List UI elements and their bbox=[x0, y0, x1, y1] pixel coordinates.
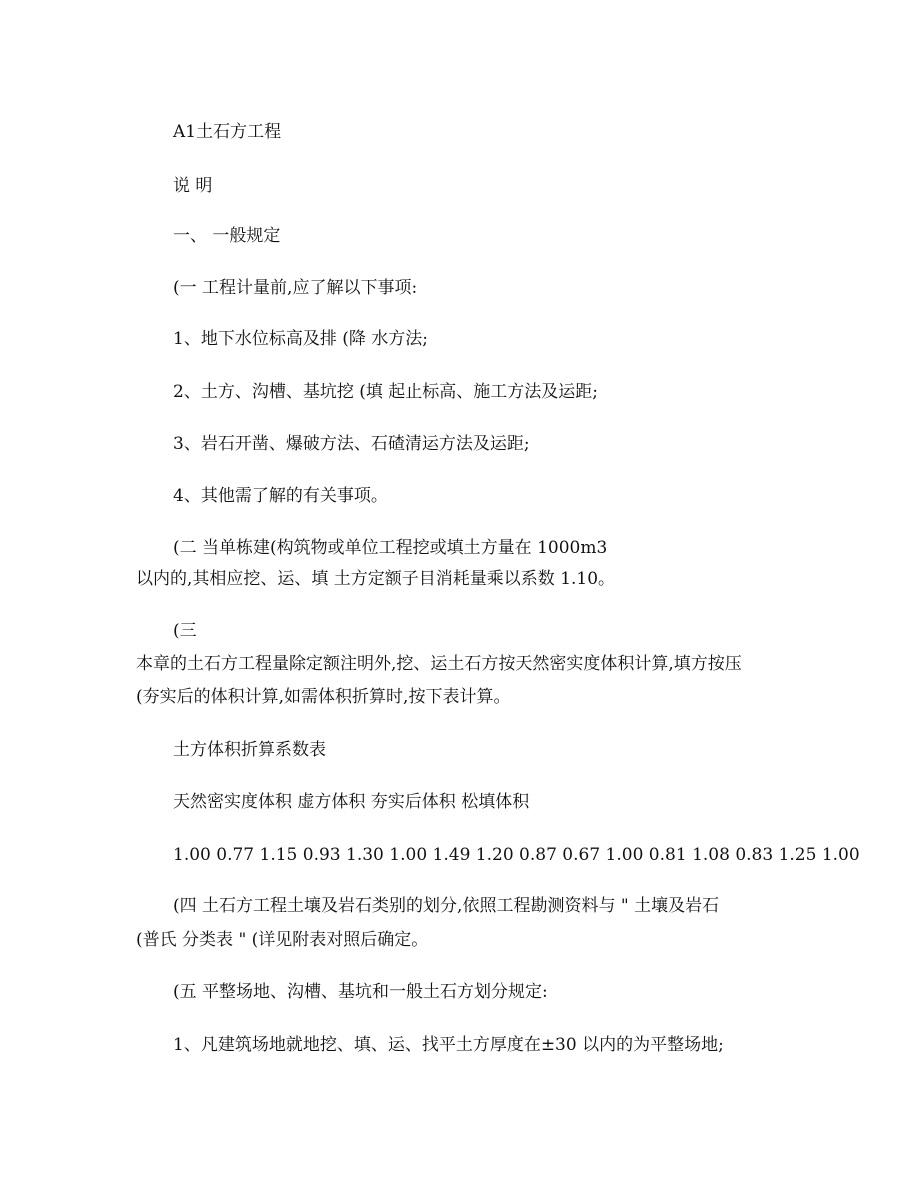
paragraph-item-4-line-1: (四 土石方工程土壤及岩石类别的划分,依照工程勘测资料与 " 土壤及岩石 bbox=[173, 896, 720, 916]
table-header-row: 天然密实度体积 虚方体积 夯实后体积 松填体积 bbox=[173, 792, 530, 812]
table-title: 土方体积折算系数表 bbox=[173, 740, 326, 760]
section-heading-general-rules: 一、 一般规定 bbox=[173, 226, 281, 246]
document-title: A1土石方工程 bbox=[173, 122, 282, 142]
paragraph-item-3-line-2: 本章的土石方工程量除定额注明外,挖、运土石方按天然密实度体积计算,填方按压 bbox=[136, 654, 742, 674]
list-item-5-1: 1、凡建筑场地就地挖、填、运、找平土方厚度在±30 以内的为平整场地; bbox=[173, 1035, 724, 1055]
paragraph-item-2-line-1: (二 当单栋建(构筑物或单位工程挖或填土方量在 1000m3 bbox=[173, 538, 608, 558]
list-item-1-4: 4、其他需了解的有关事项。 bbox=[173, 486, 388, 506]
paragraph-item-4-line-2: (普氏 分类表 " (详见附表对照后确定。 bbox=[136, 930, 429, 950]
list-item-1-1: 1、地下水位标高及排 (降 水方法; bbox=[173, 329, 428, 349]
paragraph-item-2-line-2: 以内的,其相应挖、运、填 土方定额子目消耗量乘以系数 1.10。 bbox=[136, 569, 616, 589]
list-item-1-3: 3、岩石开凿、爆破方法、石碴清运方法及运距; bbox=[173, 434, 530, 454]
list-item-1-2: 2、土方、沟槽、基坑挖 (填 起止标高、施工方法及运距; bbox=[173, 382, 598, 402]
section-heading-explanation: 说 明 bbox=[173, 176, 213, 196]
paragraph-item-1-head: (一 工程计量前,应了解以下事项: bbox=[173, 278, 418, 298]
paragraph-item-3-line-1: (三 bbox=[173, 621, 197, 641]
paragraph-item-3-line-3: (夯实后的体积计算,如需体积折算时,按下表计算。 bbox=[136, 687, 511, 707]
paragraph-item-5-head: (五 平整场地、沟槽、基坑和一般土石方划分规定: bbox=[173, 982, 548, 1002]
table-values-row: 1.00 0.77 1.15 0.93 1.30 1.00 1.49 1.20 0.87 0.67 1.00 0.81 1.08 0.83 1.25 1.00 bbox=[173, 845, 860, 865]
